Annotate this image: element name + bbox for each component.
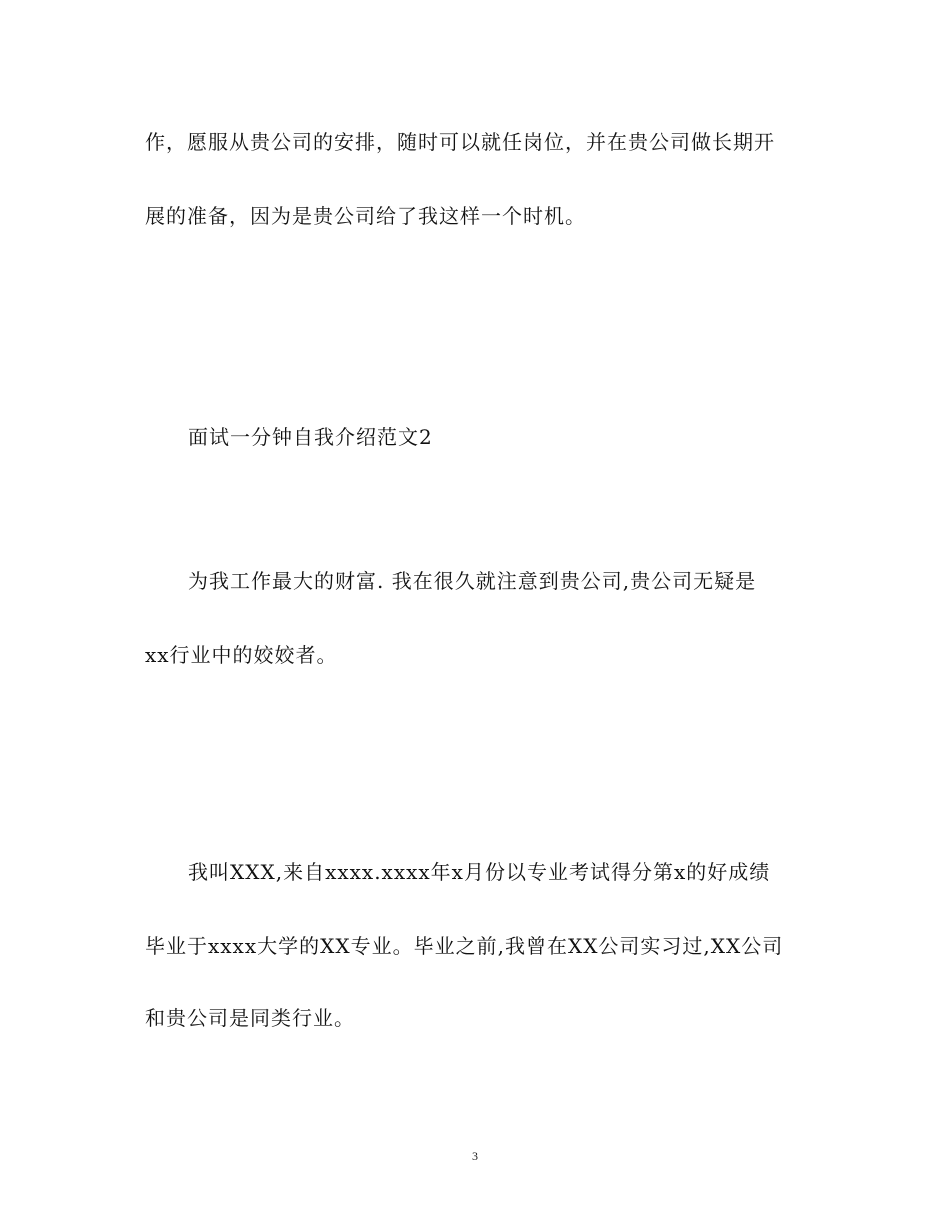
paragraph-1-line-1: 作，愿服从贵公司的安排，随时可以就任岗位，并在贵公司做长期开 <box>145 130 775 154</box>
paragraph-1-line-2: 展的准备，因为是贵公司给了我这样一个时机。 <box>145 204 586 228</box>
paragraph-3-line-1: 我叫XXX,来自xxxx.xxxx年x月份以专业考试得分第x的好成绩 <box>188 860 771 884</box>
page-number: 3 <box>472 1149 478 1163</box>
section-heading: 面试一分钟自我介绍范文2 <box>188 425 433 449</box>
paragraph-3-line-3: 和贵公司是同类行业。 <box>145 1006 355 1030</box>
paragraph-2-line-1: 为我工作最大的财富. 我在很久就注意到贵公司,贵公司无疑是 <box>188 569 757 593</box>
paragraph-2-line-2: xx行业中的姣姣者。 <box>145 643 338 667</box>
paragraph-3-line-2: 毕业于xxxx大学的XX专业。毕业之前,我曾在XX公司实习过,XX公司 <box>145 934 784 958</box>
